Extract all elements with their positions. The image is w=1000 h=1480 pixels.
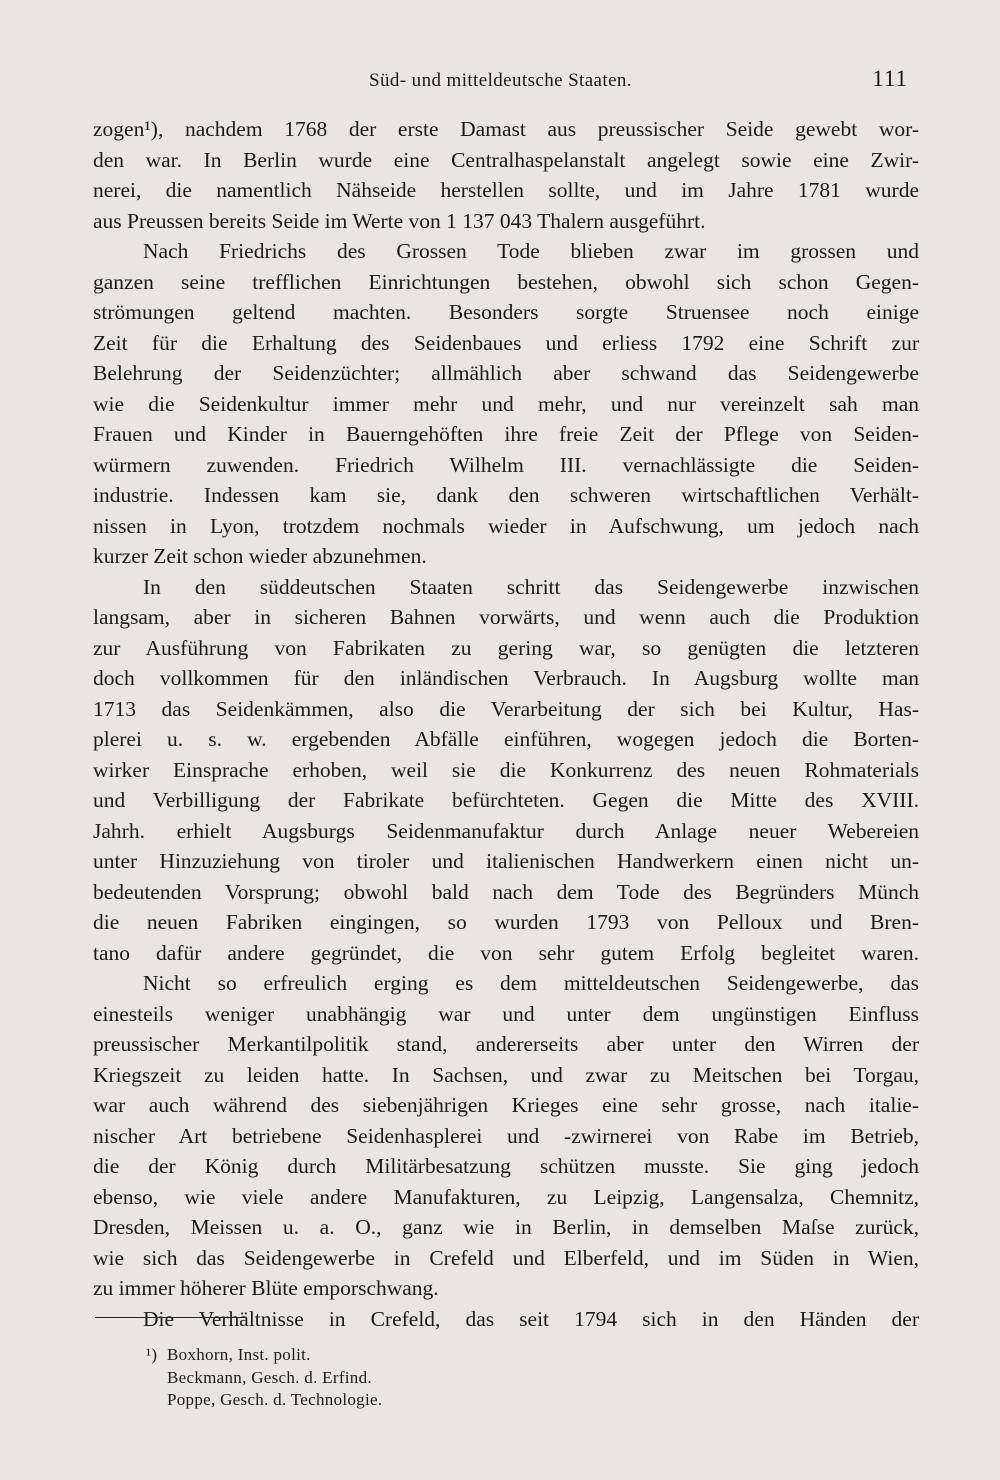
text-line: aus Preussen bereits Seide im Werte von 1 137 043 Thalern ausgeführt. [93, 208, 706, 233]
paragraph-2 [93, 236, 919, 572]
text-line: ebenso, wie viele andere Manufakturen, zu Leipzig, Langensalza, Chemnitz, [93, 1184, 919, 1209]
text-line: kurzer Zeit schon wieder abzunehmen. [93, 544, 427, 568]
text-line: Zeit für die Erhaltung des Seidenbaues und erliess 1792 eine Schrift zur [93, 330, 919, 355]
footnote-line: Poppe, Gesch. d. Technologie. [167, 1390, 383, 1409]
text-line: würmern zuwenden. Friedrich Wilhelm III. vernachlässigte die Seiden- [93, 452, 919, 477]
text-line: industrie. Indessen kam sie, dank den schweren wirtschaftlichen Verhält- [93, 483, 919, 507]
text-line: Dresden, Meissen u. a. O., ganz wie in Berlin, in demselben Maſse zurück, [93, 1215, 919, 1239]
text-line: strömungen geltend machten. Besonders sorgte Struensee noch einige [93, 300, 919, 324]
body-text [93, 114, 919, 1334]
running-head [93, 66, 908, 96]
footnotes [146, 1344, 382, 1412]
paragraph-4 [93, 968, 919, 1304]
footnote-line: Beckmann, Gesch. d. Erfind. [167, 1367, 372, 1387]
footnote-text: Boxhorn, Inst. polit. [167, 1345, 311, 1364]
text-line: nischer Art betriebene Seidenhasplerei und -zwirnerei von Rabe im Betrieb, [93, 1123, 919, 1148]
paragraph-5 [93, 1304, 919, 1335]
text-line: war auch während des siebenjährigen Krieges eine sehr grosse, nach italie- [93, 1093, 919, 1117]
text-line: den war. In Berlin wurde eine Centralhaspelanstalt angelegt sowie eine Zwir- [93, 147, 919, 172]
text-line: zogen¹), nachdem 1768 der erste Damast aus preussischer Seide gewebt wor- [93, 117, 919, 141]
text-line: Kriegszeit zu leiden hatte. In Sachsen, und zwar zu Meitschen bei Torgau, [93, 1062, 919, 1087]
text-line: plerei u. s. w. ergebenden Abfälle einführen, wogegen jedoch die Borten- [93, 727, 919, 751]
text-line: Jahrh. erhielt Augsburgs Seidenmanufaktur durch Anlage neuer Webereien [93, 818, 919, 843]
footnote-marker: ¹) [146, 1345, 158, 1364]
text-line: nissen in Lyon, trotzdem nochmals wieder in Aufschwung, um jedoch nach [93, 513, 919, 538]
footnote-line [146, 1344, 382, 1367]
text-line: wie die Seidenkultur immer mehr und mehr, und nur vereinzelt sah man [93, 391, 919, 416]
text-line: 1713 das Seidenkämmen, also die Verarbeitung der sich bei Kultur, Has- [93, 696, 919, 721]
text-line: nerei, die namentlich Nähseide herstellen sollte, und im Jahre 1781 wurde [93, 178, 919, 202]
paragraph-1 [93, 114, 919, 236]
text-line: die neuen Fabriken eingingen, so wurden 1793 von Pelloux und Bren- [93, 910, 919, 934]
text-line: Belehrung der Seidenzüchter; allmählich aber schwand das Seidengewerbe [93, 361, 919, 385]
text-line: preussischer Merkantilpolitik stand, andererseits aber unter den Wirren der [93, 1032, 919, 1056]
running-title: Süd- und mitteldeutsche Staaten. [369, 70, 632, 91]
text-line: einesteils weniger unabhängig war und unter dem ungünstigen Einfluss [93, 1001, 919, 1026]
text-line: bedeutenden Vorsprung; obwohl bald nach dem Tode des Begründers Münch [93, 879, 919, 904]
text-line: Frauen und Kinder in Bauerngehöften ihre freie Zeit der Pflege von Seiden- [93, 422, 919, 446]
text-line: Die Verhältnisse in Crefeld, das seit 1794 sich in den Händen der [143, 1306, 919, 1331]
text-line: und Verbilligung der Fabrikate befürchteten. Gegen die Mitte des XVIII. [93, 788, 919, 812]
text-line: wie sich das Seidengewerbe in Crefeld und Elberfeld, und im Süden in Wien, [93, 1245, 919, 1270]
text-line: langsam, aber in sicheren Bahnen vorwärts, und wenn auch die Produktion [93, 605, 919, 629]
footnote-divider [95, 1317, 245, 1318]
paragraph-3 [93, 572, 919, 969]
text-line: wirker Einsprache erhoben, weil sie die Konkurrenz des neuen Rohmaterials [93, 757, 919, 782]
text-line: doch vollkommen für den inländischen Verbrauch. In Augsburg wollte man [93, 666, 919, 690]
text-line: Nicht so erfreulich erging es dem mitteldeutschen Seidengewerbe, das [143, 971, 919, 995]
text-line: unter Hinzuziehung von tiroler und italienischen Handwerkern einen nicht un- [93, 849, 919, 873]
text-line: die der König durch Militärbesatzung schützen musste. Sie ging jedoch [93, 1154, 919, 1178]
page-number: 111 [872, 66, 908, 91]
text-line: ganzen seine trefflichen Einrichtungen bestehen, obwohl sich schon Gegen- [93, 269, 919, 294]
text-line: tano dafür andere gegründet, die von sehr gutem Erfolg begleitet waren. [93, 940, 919, 965]
text-line: zu immer höherer Blüte emporschwang. [93, 1276, 439, 1300]
text-line: Nach Friedrichs des Grossen Tode blieben zwar im grossen und [143, 239, 919, 263]
text-line: In den süddeutschen Staaten schritt das Seidengewerbe inzwischen [143, 574, 919, 599]
text-line: zur Ausführung von Fabrikaten zu gering war, so genügten die letzteren [93, 635, 919, 660]
